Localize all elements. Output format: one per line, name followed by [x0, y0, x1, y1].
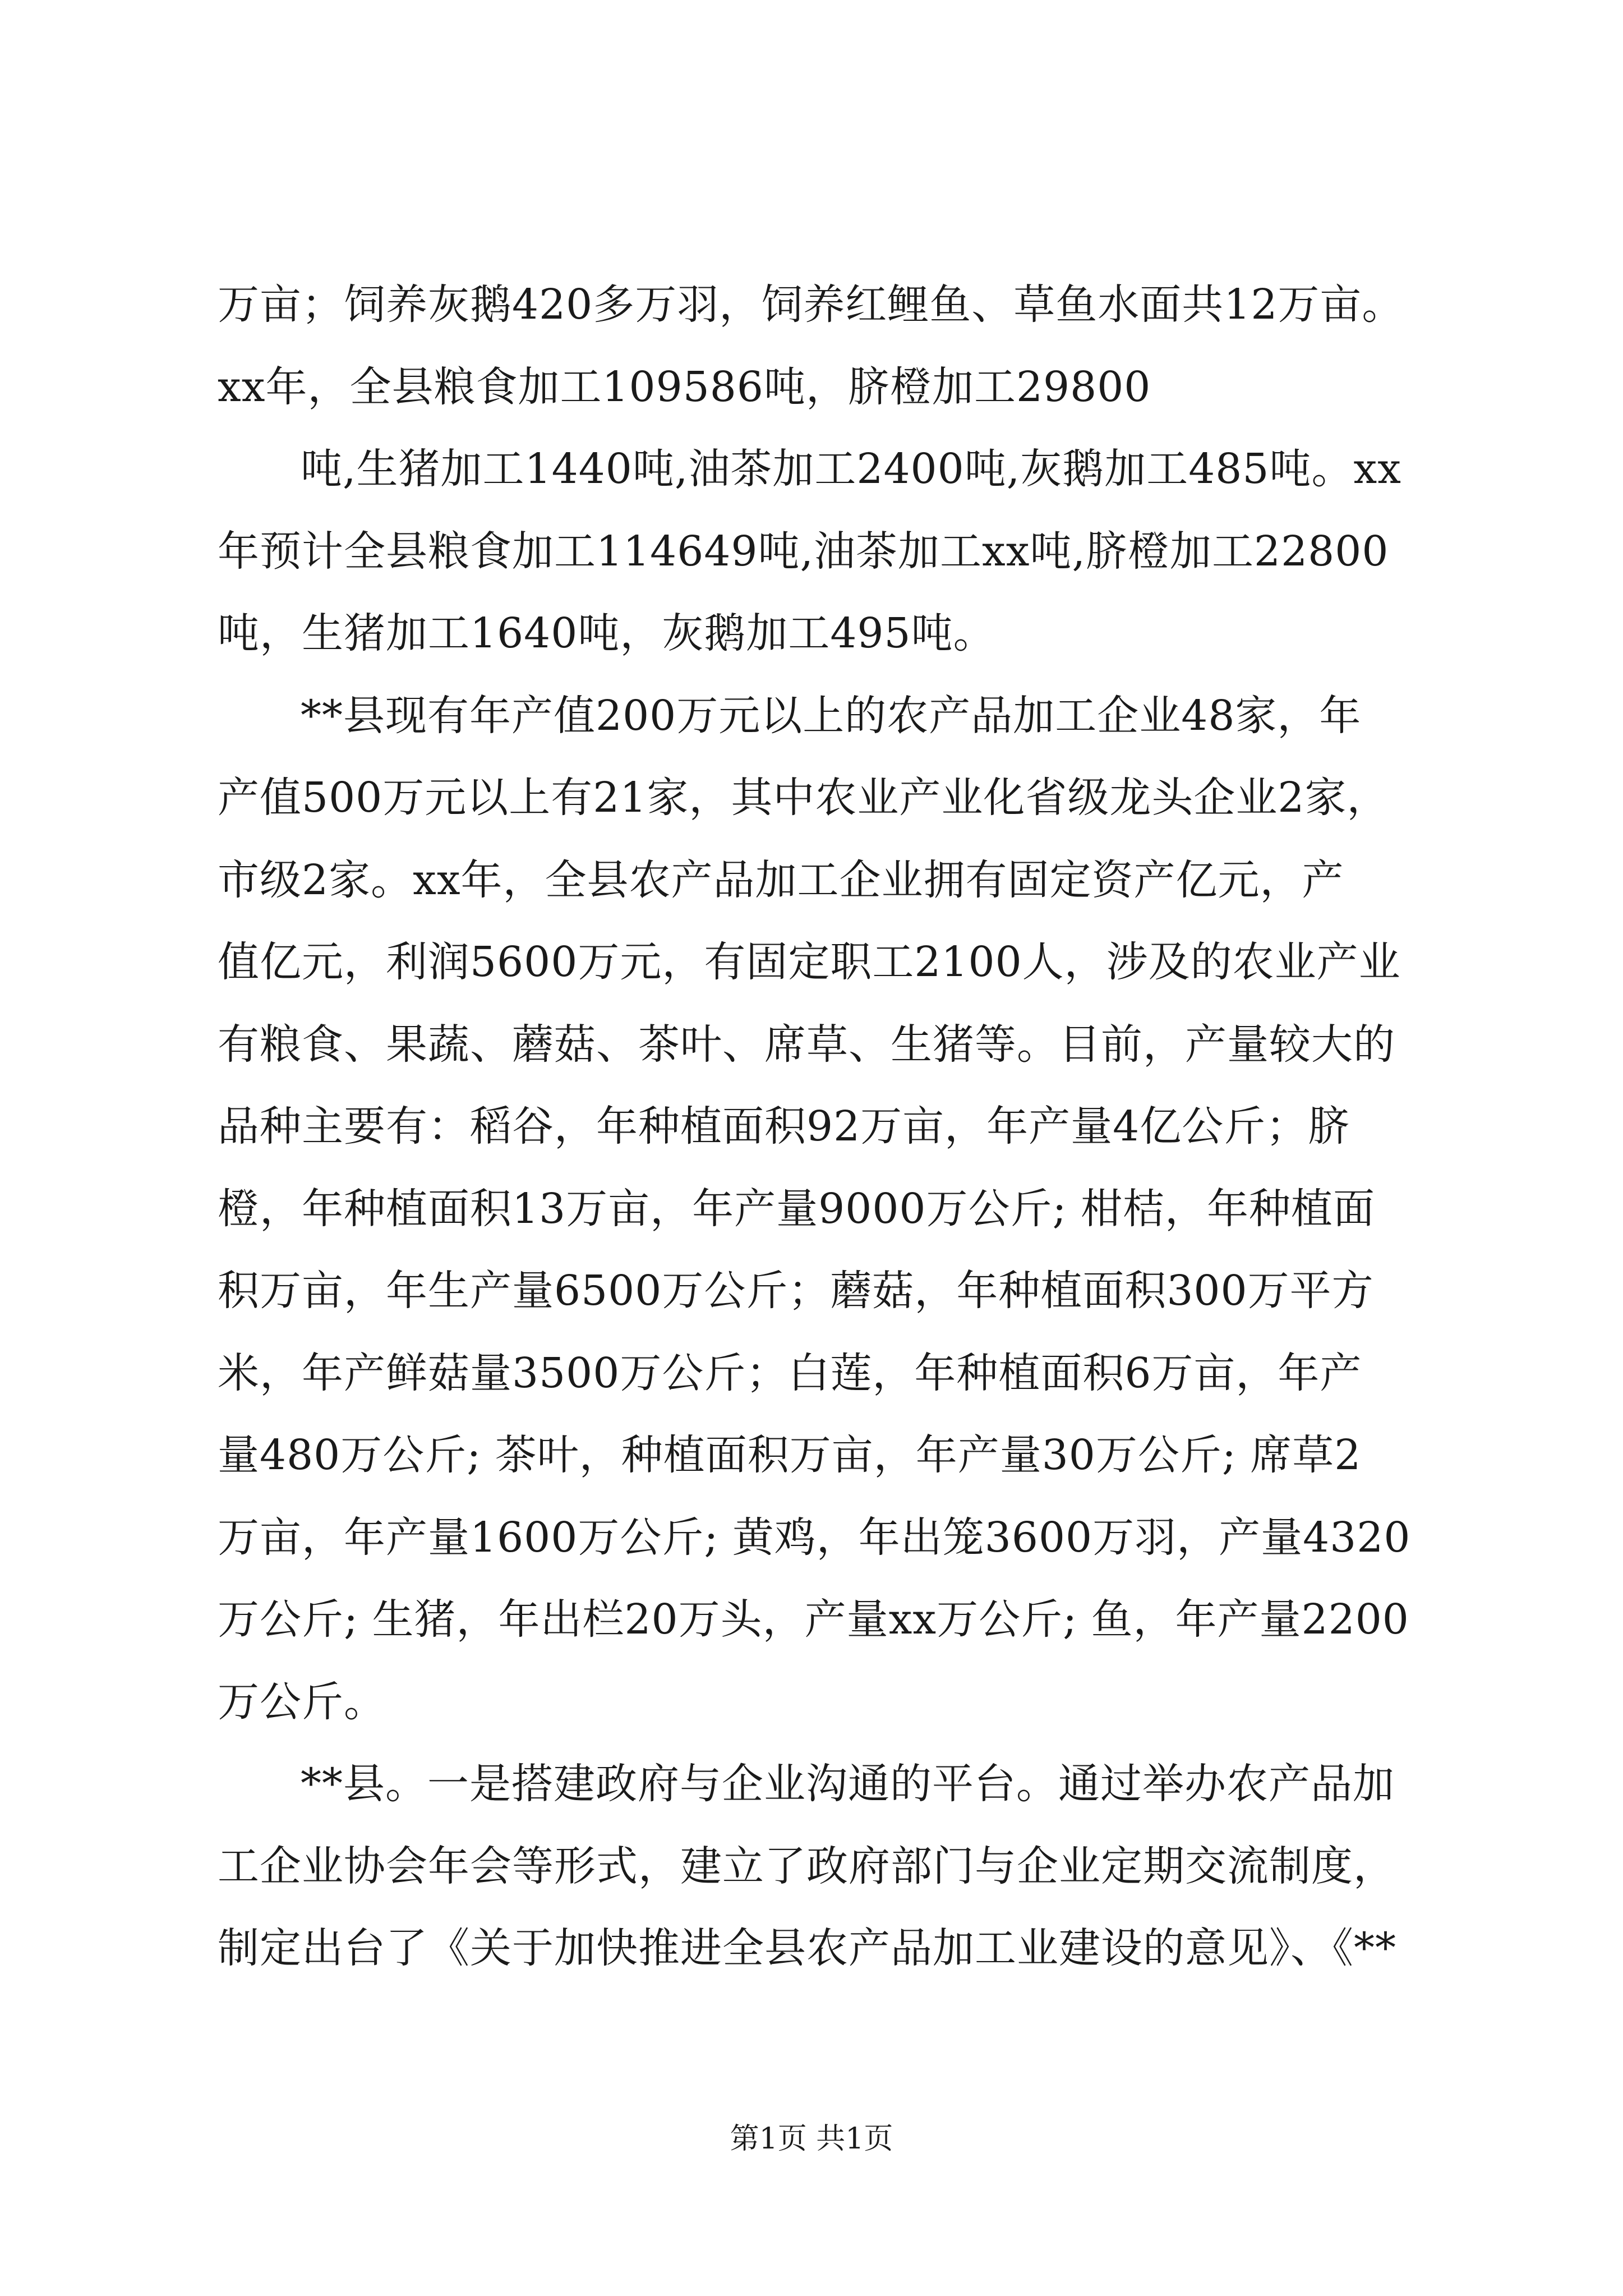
- text-line: 橙，年种植面积13万亩，年产量9000万公斤; 柑桔，年种植面: [218, 1184, 1375, 1233]
- paragraph-2: [218, 428, 1410, 675]
- text-line: 吨,生猪加工1440吨,油茶加工2400吨,灰鹅加工485吨。xx: [301, 445, 1401, 493]
- text-line: 万公斤; 生猪，年出栏20万头，产量xx万公斤; 鱼，年产量2200: [218, 1595, 1409, 1644]
- text-line: 制定出台了《关于加快推进全县农产品加工业建设的意见》、《**: [218, 1924, 1396, 1972]
- text-line: 市级2家。xx年，全县农产品加工企业拥有固定资产亿元，产: [218, 855, 1344, 904]
- text-line: 万亩；饲养灰鹅420多万羽，饲养红鲤鱼、草鱼水面共12万亩。: [218, 280, 1404, 329]
- text-line: **县。一是搭建政府与企业沟通的平台。通过举办农产品加: [301, 1760, 1395, 1808]
- text-line: 万公斤。: [218, 1677, 386, 1726]
- text-line: 米，年产鲜菇量3500万公斤；白莲，年种植面积6万亩，年产: [218, 1349, 1362, 1397]
- text-line: 吨，生猪加工1640吨，灰鹅加工495吨。: [218, 609, 995, 657]
- text-line: 万亩，年产量1600万公斤; 黄鸡，年出笼3600万羽，产量4320: [218, 1513, 1411, 1562]
- document-body: [218, 264, 1410, 1990]
- page-footer: [0, 2115, 1623, 2157]
- text-line: 值亿元，利润5600万元，有固定职工2100人，涉及的农业产业: [218, 938, 1401, 986]
- text-line: 产值500万元以上有21家，其中农业产业化省级龙头企业2家，: [218, 774, 1389, 822]
- text-line: 量480万公斤; 茶叶，种植面积万亩，年产量30万公斤; 席草2: [218, 1431, 1362, 1479]
- page-number: 第1页 共1页: [730, 2122, 893, 2156]
- text-line: 有粮食、果蔬、蘑菇、茶叶、席草、生猪等。目前，产量较大的: [218, 1020, 1395, 1069]
- paragraph-4: [218, 1743, 1410, 1990]
- text-line: xx年，全县粮食加工109586吨，脐橙加工29800: [218, 362, 1151, 411]
- paragraph-3: [218, 675, 1410, 1743]
- paragraph-1: [218, 264, 1410, 428]
- text-line: 品种主要有：稻谷，年种植面积92万亩，年产量4亿公斤；脐: [218, 1102, 1350, 1151]
- text-line: 积万亩，年生产量6500万公斤；蘑菇，年种植面积300万平方: [218, 1267, 1374, 1315]
- text-line: **县现有年产值200万元以上的农产品加工企业48家，年: [301, 691, 1362, 740]
- text-line: 工企业协会年会等形式，建立了政府部门与企业定期交流制度，: [218, 1842, 1395, 1890]
- text-line: 年预计全县粮食加工114649吨,油茶加工xx吨,脐橙加工22800: [218, 527, 1389, 576]
